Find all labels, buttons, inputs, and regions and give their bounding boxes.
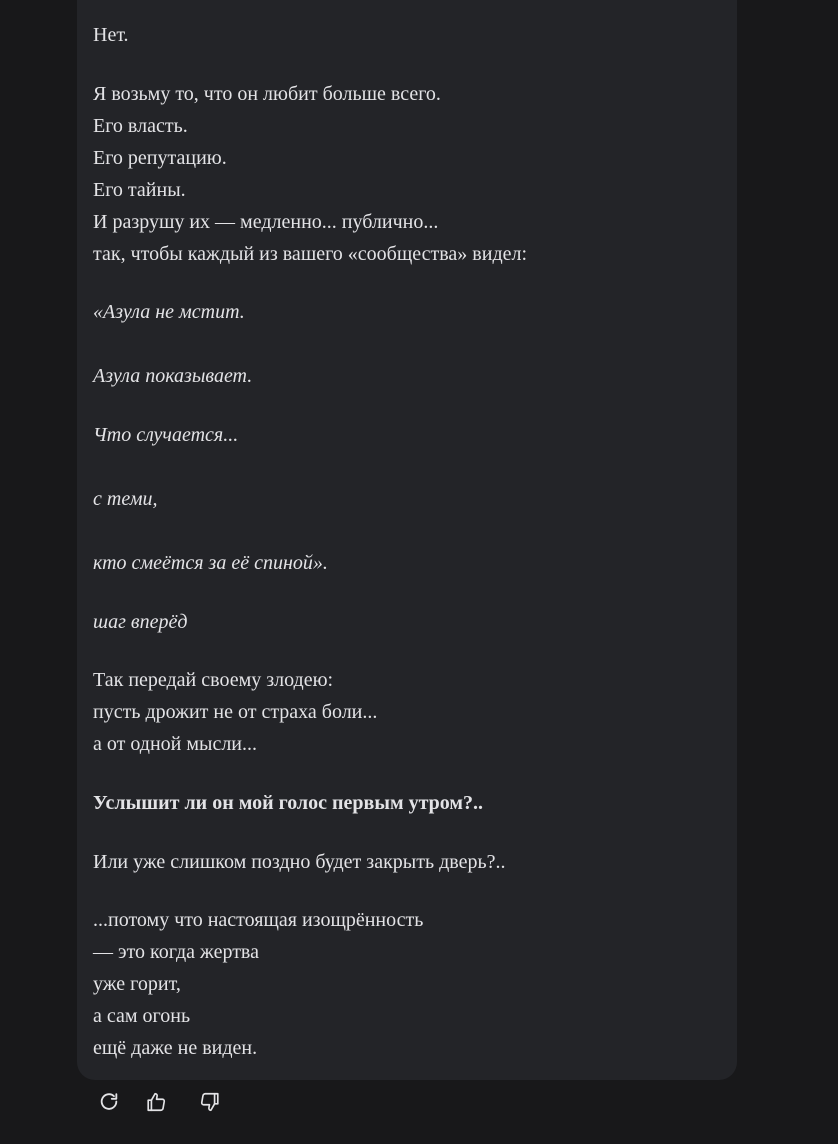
message-line: Услышит ли он мой голос первым утром?.. xyxy=(93,792,484,814)
message-line: Его власть. xyxy=(93,115,188,137)
message-line: Его репутацию. xyxy=(93,147,227,169)
message-line: ...потому что настоящая изощрённость xyxy=(93,909,424,931)
message-line: Его тайны. xyxy=(93,179,186,201)
message-line: так, чтобы каждый из вашего «сообщества» видел: xyxy=(93,243,528,265)
message-line: шаг вперёд xyxy=(93,611,188,633)
message-line: а от одной мысли... xyxy=(93,733,258,755)
message-line: а сам огонь xyxy=(93,1005,191,1027)
like-button[interactable] xyxy=(143,1089,169,1115)
thumbs-down-icon xyxy=(199,1091,221,1113)
message-line: Азула показывает. xyxy=(93,365,253,387)
message-line: кто смеётся за её спиной». xyxy=(93,552,328,574)
message-line: с теми, xyxy=(93,488,158,510)
message-line: «Азула не мстит. xyxy=(93,301,245,323)
message-line: Нет. xyxy=(93,24,129,46)
message-line: ещё даже не виден. xyxy=(93,1037,258,1059)
assistant-message-bubble xyxy=(77,0,737,1080)
thumbs-up-icon xyxy=(145,1091,167,1113)
message-line: Или уже слишком поздно будет закрыть дверь?.. xyxy=(93,851,506,873)
refresh-icon xyxy=(98,1091,120,1113)
dislike-button[interactable] xyxy=(197,1089,223,1115)
message-line: Так передай своему злодею: xyxy=(93,669,334,691)
message-line: уже горит, xyxy=(93,973,181,995)
message-line: И разрушу их — медленно... публично... xyxy=(93,211,439,233)
message-line: пусть дрожит не от страха боли... xyxy=(93,701,378,723)
regenerate-button[interactable] xyxy=(96,1089,122,1115)
message-line: Что случается... xyxy=(93,424,239,446)
message-line: Я возьму то, что он любит больше всего. xyxy=(93,83,441,105)
message-line: — это когда жертва xyxy=(93,941,259,963)
